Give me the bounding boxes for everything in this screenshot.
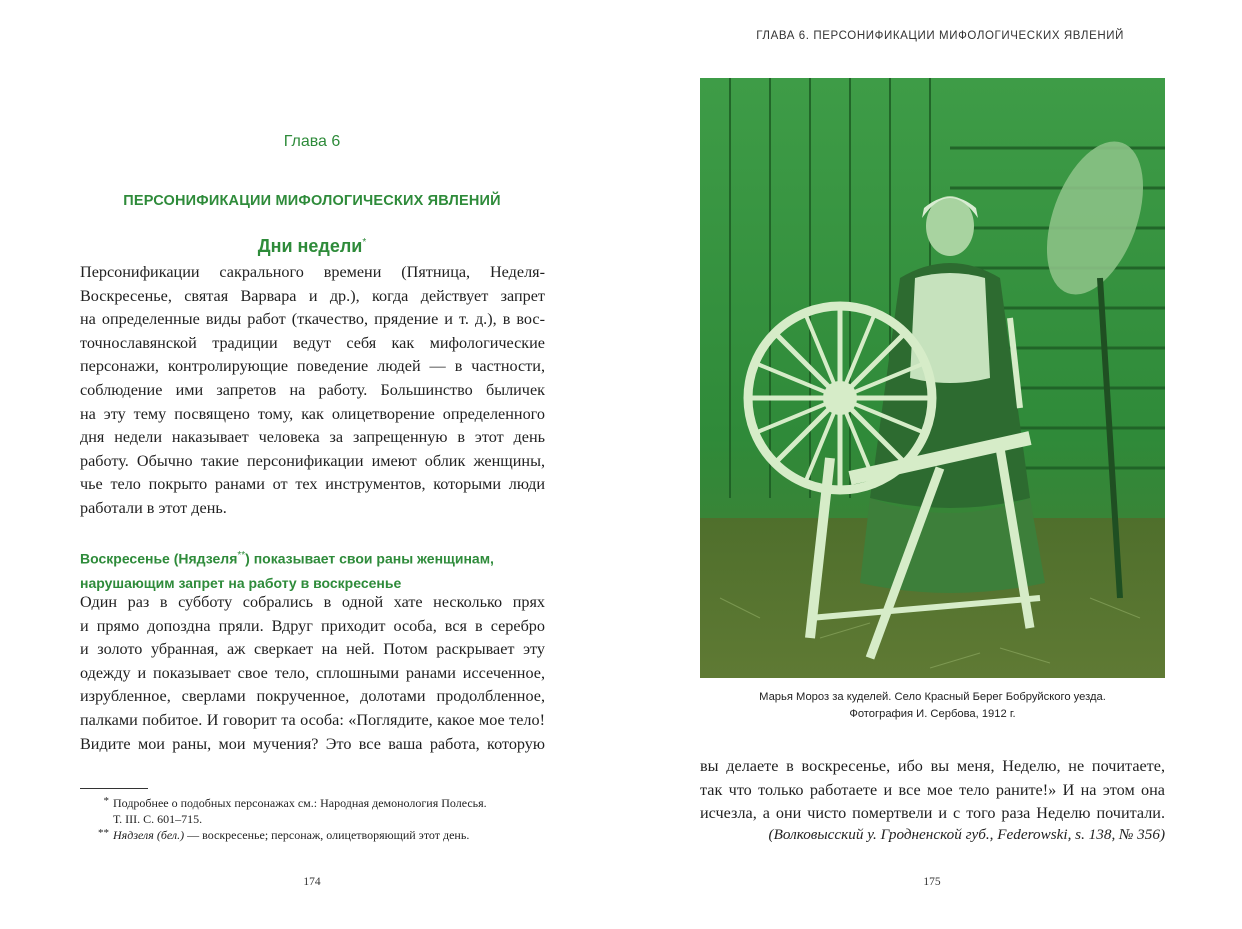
footnote-text: — воскресенье; персонаж, олицетворяющий этот день. <box>184 828 470 842</box>
story-title-line: нарушающим запрет на работу в воскресенье <box>80 574 402 591</box>
text-line: так что только работаете и все мое тело раните!» И на этом она <box>700 780 1165 799</box>
spinning-wheel-photo <box>700 78 1165 678</box>
source-citation: (Волковысский у. Гродненской губ., Federowski, s. 138, № 356) <box>768 826 1165 843</box>
section-title <box>80 236 544 257</box>
footnote-text: Т. III. С. 601–715. <box>113 812 203 826</box>
intro-paragraph <box>80 261 545 521</box>
footnotes <box>80 795 550 843</box>
caption-line: Марья Мороз за куделей. Село Красный Берег Бобруйского уезда. <box>759 691 1106 703</box>
chapter-title: ПЕРСОНИФИКАЦИИ МИФОЛОГИЧЕСКИХ ЯВЛЕНИЙ <box>123 193 501 209</box>
text-line: персонажи, контролирующие поведение людей — в частности, <box>80 357 545 376</box>
story-title <box>80 544 550 595</box>
footnote-mark: * <box>103 795 109 807</box>
text-line: работу. Обычно такие персонификации имеют облик женщины, <box>80 451 545 470</box>
footnote-term: Нядзеля <box>113 828 154 842</box>
footnote-2 <box>80 827 550 843</box>
page-number-right: 175 <box>923 876 941 888</box>
text-line: соблюдение ими запретов на работу. Большинство быличек <box>80 380 545 399</box>
photo-caption <box>700 689 1165 723</box>
story-paragraph <box>80 591 545 756</box>
photo-illustration <box>700 78 1165 678</box>
text-line: дня недели наказывает человека за запрещенную в этот день <box>80 428 545 447</box>
footnote-ref-2[interactable]: ** <box>237 550 246 561</box>
footnote-divider <box>80 788 148 789</box>
text-line: работали в этот день. <box>80 498 227 517</box>
text-line: вы делаете в воскресенье, ибо вы меня, Неделю, не почитаете, <box>700 757 1165 775</box>
caption-line: Фотография И. Сербова, 1912 г. <box>849 708 1016 720</box>
text-line: Один раз в субботу собрались в одной хате несколько прях <box>80 593 545 611</box>
text-line: на эту тему посвящено тому, как олицетворение определенного <box>80 404 545 423</box>
text-line: палками побитое. И говорит та особа: «Поглядите, какое мое тело! <box>80 710 545 729</box>
text-line: Видите мои раны, мои мучения? Это все ваша работа, которую <box>80 734 545 753</box>
footnote-mark: ** <box>98 827 109 839</box>
text-line: Персонификации сакрального времени (Пятница, Неделя- <box>80 263 545 281</box>
text-line: изрубленное, сверлами покрученное, долотами продолбленное, <box>80 687 545 706</box>
story-title-part: ) показывает свои раны женщинам, <box>245 550 494 567</box>
footnote-ref-1[interactable]: * <box>362 237 367 248</box>
text-line: одежду и показывает свое тело, сплошными ранами иссеченное, <box>80 663 545 682</box>
continuation-paragraph <box>700 755 1165 826</box>
text-line: исчезла, а они чисто помертвели и с того раза Неделю почитали. <box>700 804 1165 823</box>
footnote-1 <box>80 795 550 827</box>
text-line: на определенные виды работ (ткачество, прядение и т. д.), в вос- <box>80 310 545 329</box>
text-line: точнославянской традиции ведут себя как мифологические <box>80 333 545 352</box>
text-line: и прямо допоздна пряли. Вдруг приходит особа, вся в серебро <box>80 616 545 635</box>
story-title-part: Воскресенье (Нядзеля <box>80 550 238 567</box>
footnote-lang: (бел.) <box>156 828 185 842</box>
text-line: Воскресенье, святая Варвара и др.), когда действует запрет <box>80 286 545 305</box>
section-title-text: Дни недели <box>257 236 363 256</box>
chapter-number: Глава 6 <box>283 133 341 150</box>
running-head: ГЛАВА 6. ПЕРСОНИФИКАЦИИ МИФОЛОГИЧЕСКИХ ЯВЛЕНИЙ <box>756 30 1124 42</box>
text-line: и золото убранная, аж сверкает на ней. Потом раскрывает эту <box>80 640 545 659</box>
text-line: чье тело покрыто ранами от тех инструментов, которыми люди <box>80 475 545 494</box>
footnote-text: Подробнее о подобных персонажах см.: Народная демонология Полесья. <box>113 796 487 810</box>
page-number-left: 174 <box>303 876 321 888</box>
